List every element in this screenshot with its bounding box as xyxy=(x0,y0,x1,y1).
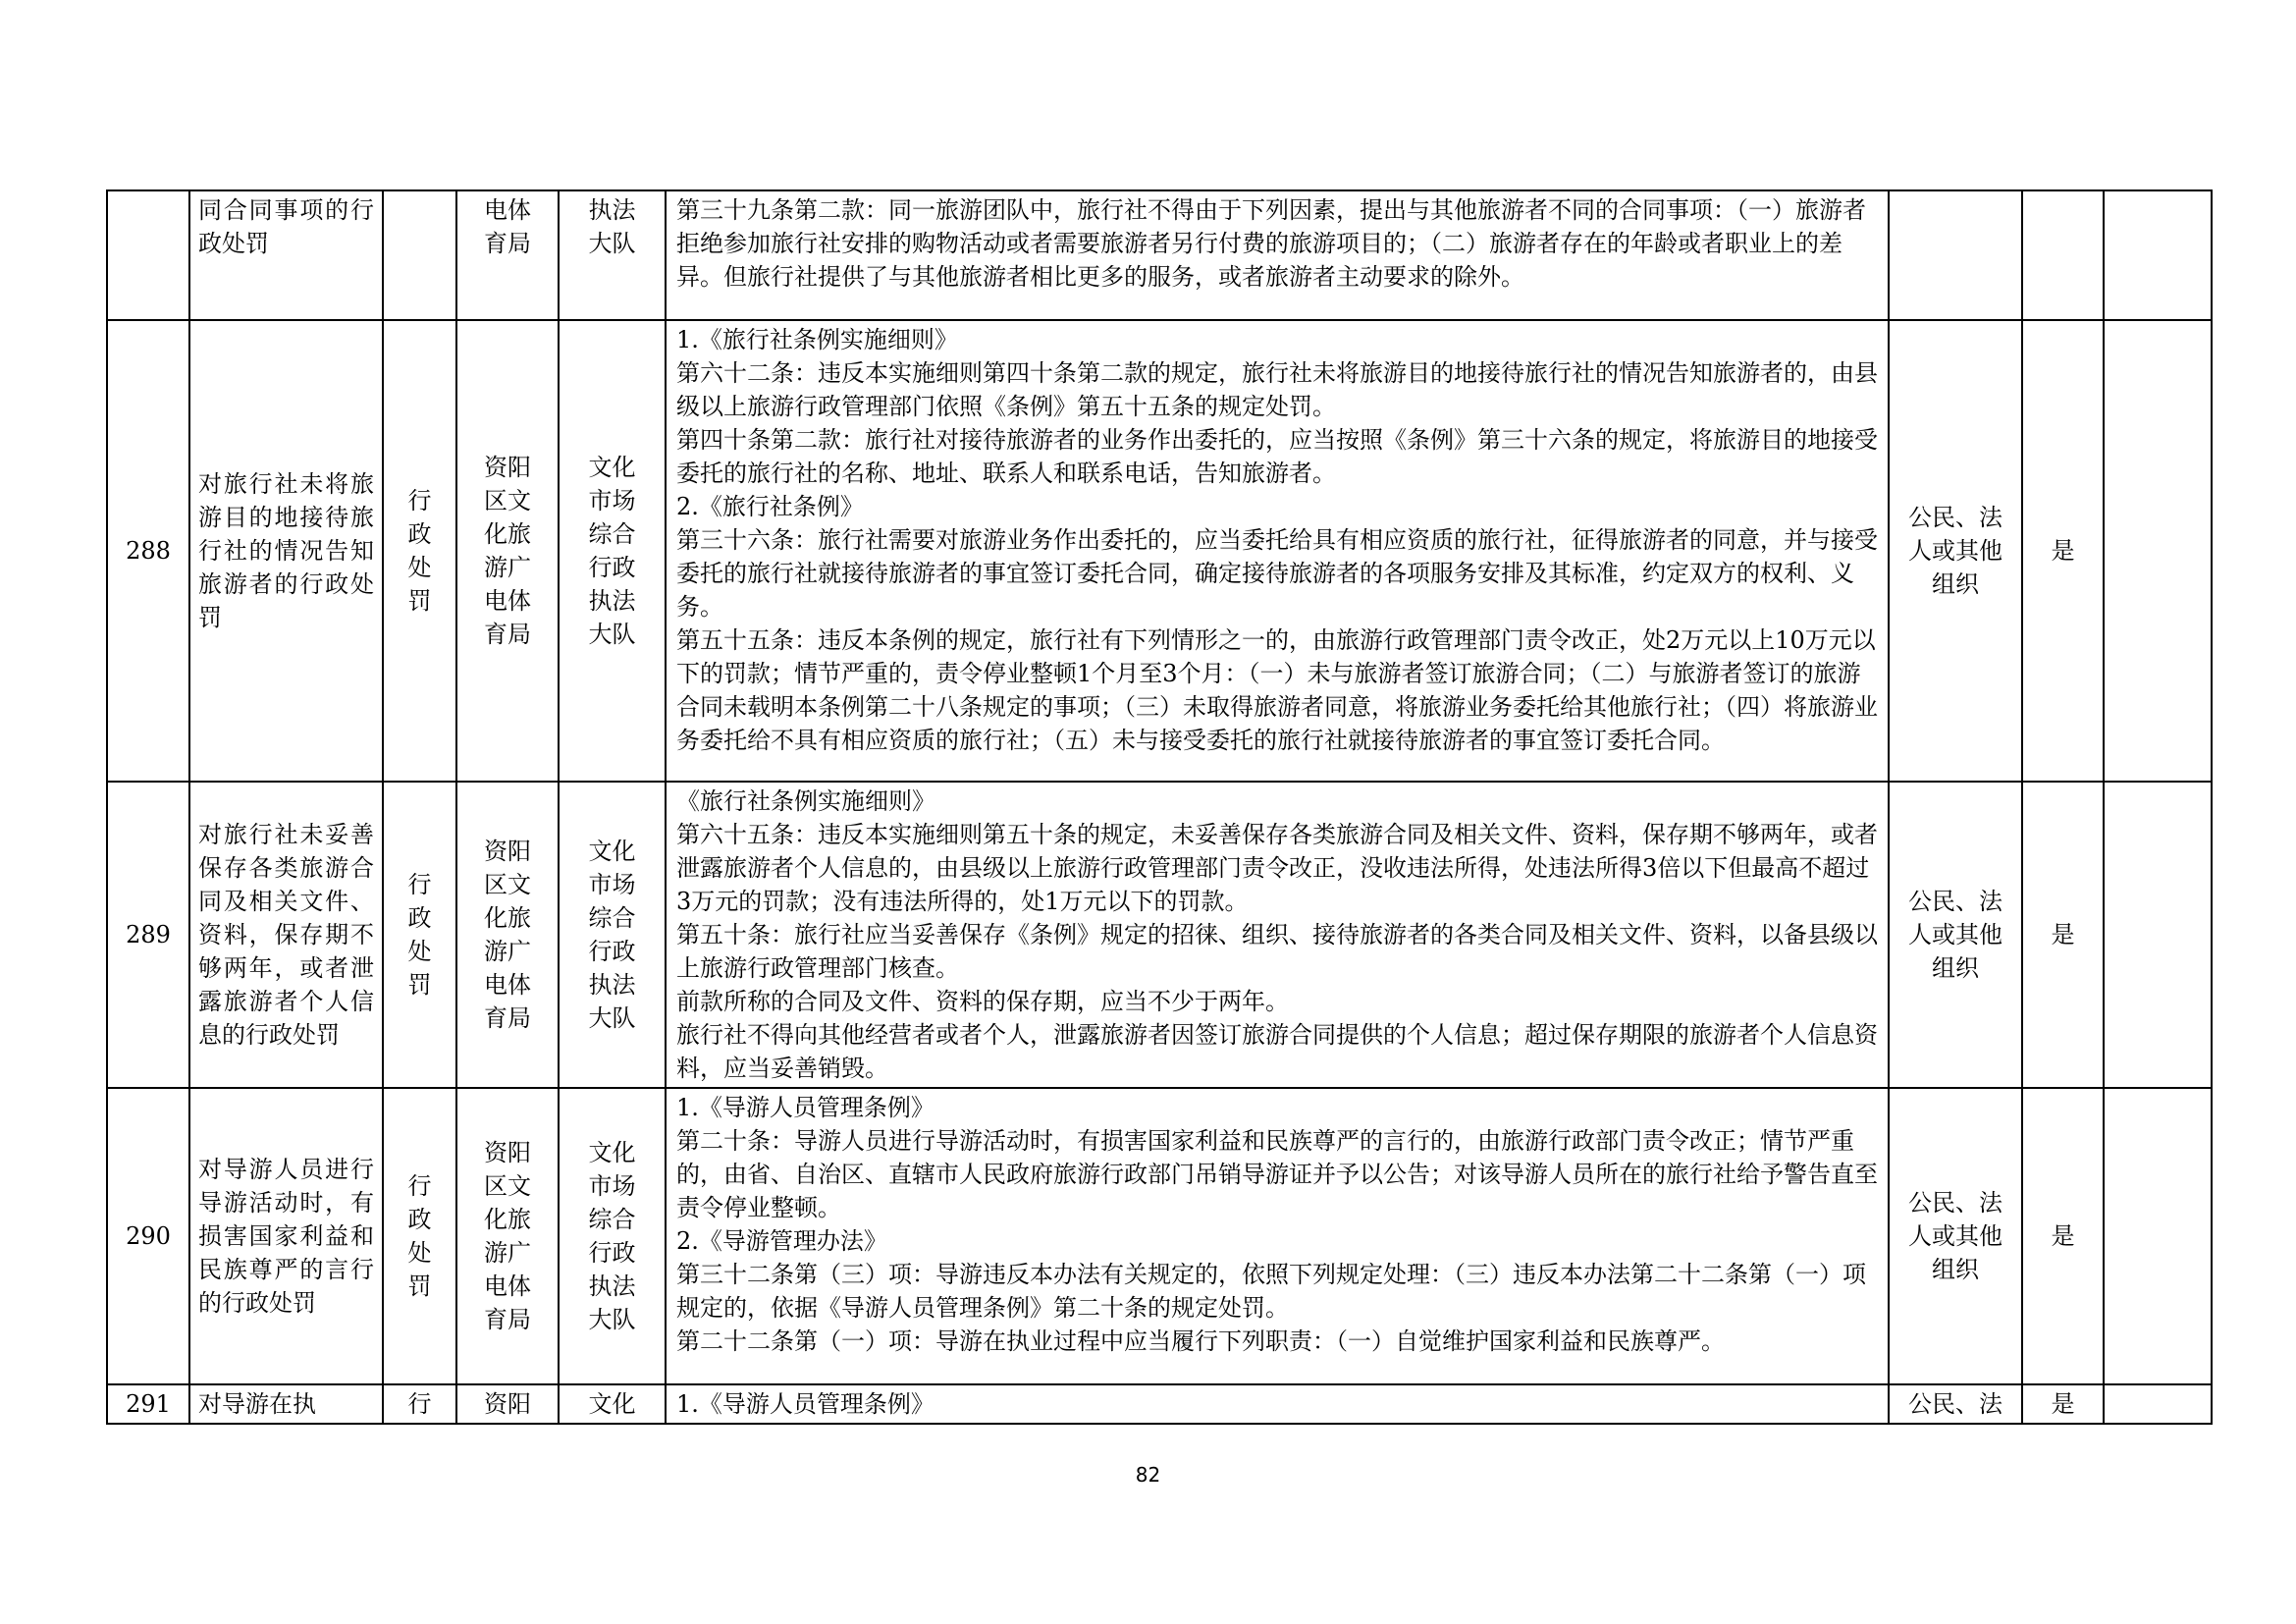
target-party: 公民、法人或其他组织 xyxy=(1889,782,2022,1088)
row-number: 289 xyxy=(107,782,189,1088)
enforcement-unit: 文化市场综合行政执法大队 xyxy=(559,782,666,1088)
enforcement-table xyxy=(106,189,2213,1425)
basis-line: 第四十条第二款：旅行社对接待旅游者的业务作出委托的，应当按照《条例》第三十六条的规定，将旅游目的地接受委托的旅行社的名称、地址、联系人和联系电话，告知旅游者。 xyxy=(676,426,1878,487)
table-row xyxy=(107,190,2212,320)
department: 资阳区文化旅游广电体育局 xyxy=(456,1088,559,1384)
flag-cell: 是 xyxy=(2022,1088,2104,1384)
row-number: 291 xyxy=(107,1384,189,1424)
item-type xyxy=(383,190,456,320)
department: 电体育局 xyxy=(456,190,559,320)
row-number xyxy=(107,190,189,320)
item-name: 对导游人员进行导游活动时，有损害国家利益和民族尊严的言行的行政处罚 xyxy=(189,1088,383,1384)
basis-line: 《旅行社条例实施细则》 xyxy=(676,787,935,815)
basis-line: 第五十条：旅行社应当妥善保存《条例》规定的招徕、组织、接待旅游者的各类合同及相关文件、资料，以备县级以上旅游行政管理部门核查。 xyxy=(676,921,1878,982)
item-type: 行 xyxy=(383,1384,456,1424)
table-row xyxy=(107,1088,2212,1384)
table-row xyxy=(107,1384,2212,1424)
remarks-cell xyxy=(2104,320,2212,782)
item-type: 行政处罚 xyxy=(383,320,456,782)
row-number: 290 xyxy=(107,1088,189,1384)
remarks-cell xyxy=(2104,1088,2212,1384)
remarks-cell xyxy=(2104,1384,2212,1424)
legal-basis xyxy=(666,1088,1889,1384)
enforcement-unit: 文化 xyxy=(559,1384,666,1424)
basis-line: 2.《导游管理办法》 xyxy=(676,1227,887,1255)
target-party: 公民、法人或其他组织 xyxy=(1889,1088,2022,1384)
table-row xyxy=(107,320,2212,782)
basis-line: 第六十二条：违反本实施细则第四十条第二款的规定，旅行社未将旅游目的地接待旅行社的情况告知旅游者的，由县级以上旅游行政管理部门依照《条例》第五十五条的规定处罚。 xyxy=(676,359,1878,420)
basis-line: 第六十五条：违反本实施细则第五十条的规定，未妥善保存各类旅游合同及相关文件、资料，保存期不够两年，或者泄露旅游者个人信息的，由县级以上旅游行政管理部门责令改正，没收违法所得，处违法所得3倍以下但最高不超过3万元的罚款；没有违法所得的，处1万元以下的罚款。 xyxy=(676,821,1878,915)
item-name: 同合同事项的行政处罚 xyxy=(189,190,383,320)
department: 资阳区文化旅游广电体育局 xyxy=(456,320,559,782)
row-number: 288 xyxy=(107,320,189,782)
basis-line: 前款所称的合同及文件、资料的保存期，应当不少于两年。 xyxy=(676,988,1289,1015)
basis-line: 第三十九条第二款：同一旅游团队中，旅行社不得由于下列因素，提出与其他旅游者不同的合同事项：（一）旅游者拒绝参加旅行社安排的购物活动或者需要旅游者另行付费的旅游项目的；（二）旅游者存在的年龄或者职业上的差异。但旅行社提供了与其他旅游者相比更多的服务，或者旅游者主动要求的除外。 xyxy=(676,196,1866,291)
legal-basis xyxy=(666,782,1889,1088)
table-row xyxy=(107,782,2212,1088)
item-name: 对旅行社未妥善保存各类旅游合同及相关文件、资料，保存期不够两年，或者泄露旅游者个人信息的行政处罚 xyxy=(189,782,383,1088)
basis-line: 2.《旅行社条例》 xyxy=(676,493,864,520)
flag-cell: 是 xyxy=(2022,320,2104,782)
basis-line: 第二十条：导游人员进行导游活动时，有损害国家利益和民族尊严的言行的，由旅游行政部门责令改正；情节严重的，由省、自治区、直辖市人民政府旅游行政部门吊销导游证并予以公告；对该导游人员所在的旅行社给予警告直至责令停业整顿。 xyxy=(676,1127,1878,1221)
enforcement-unit: 文化市场综合行政执法大队 xyxy=(559,1088,666,1384)
enforcement-unit: 文化市场综合行政执法大队 xyxy=(559,320,666,782)
flag-cell xyxy=(2022,190,2104,320)
target-party: 公民、法 xyxy=(1889,1384,2022,1424)
basis-line: 旅行社不得向其他经营者或者个人，泄露旅游者因签订旅游合同提供的个人信息；超过保存期限的旅游者个人信息资料，应当妥善销毁。 xyxy=(676,1021,1878,1082)
basis-line: 第二十二条第（一）项：导游在执业过程中应当履行下列职责：（一）自觉维护国家利益和民族尊严。 xyxy=(676,1327,1725,1355)
item-name: 对导游在执 xyxy=(189,1384,383,1424)
legal-basis xyxy=(666,190,1889,320)
remarks-cell xyxy=(2104,190,2212,320)
remarks-cell xyxy=(2104,782,2212,1088)
basis-line: 第三十二条第（三）项：导游违反本办法有关规定的，依照下列规定处理：（三）违反本办法第二十二条第（一）项规定的，依据《导游人员管理条例》第二十条的规定处罚。 xyxy=(676,1261,1866,1322)
target-party xyxy=(1889,190,2022,320)
basis-line: 1.《导游人员管理条例》 xyxy=(676,1094,934,1121)
item-name: 对旅行社未将旅游目的地接待旅行社的情况告知旅游者的行政处罚 xyxy=(189,320,383,782)
basis-line: 第三十六条：旅行社需要对旅游业务作出委托的，应当委托给具有相应资质的旅行社，征得旅游者的同意，并与接受委托的旅行社就接待旅游者的事宜签订委托合同，确定接待旅游者的各项服务安排及其标准，约定双方的权利、义务。 xyxy=(676,526,1878,621)
page-number: 82 xyxy=(1135,1463,1161,1487)
target-party: 公民、法人或其他组织 xyxy=(1889,320,2022,782)
enforcement-unit: 执法大队 xyxy=(559,190,666,320)
flag-cell: 是 xyxy=(2022,782,2104,1088)
department: 资阳区文化旅游广电体育局 xyxy=(456,782,559,1088)
legal-basis xyxy=(666,1384,1889,1424)
basis-line: 1.《旅行社条例实施细则》 xyxy=(676,326,958,353)
basis-line: 第五十五条：违反本条例的规定，旅行社有下列情形之一的，由旅游行政管理部门责令改正，处2万元以上10万元以下的罚款；情节严重的，责令停业整顿1个月至3个月：（一）未与旅游者签订旅游合同；（二）与旅游者签订的旅游合同未载明本条例第二十八条规定的事项；（三）未取得旅游者同意，将旅游业务委托给其他旅行社；（四）将旅游业务委托给不具有相应资质的旅行社；（五）未与接受委托的旅行社就接待旅游者的事宜签订委托合同。 xyxy=(676,626,1878,754)
flag-cell: 是 xyxy=(2022,1384,2104,1424)
item-type: 行政处罚 xyxy=(383,782,456,1088)
department: 资阳 xyxy=(456,1384,559,1424)
legal-basis xyxy=(666,320,1889,782)
basis-line: 1.《导游人员管理条例》 xyxy=(676,1390,934,1418)
item-type: 行政处罚 xyxy=(383,1088,456,1384)
